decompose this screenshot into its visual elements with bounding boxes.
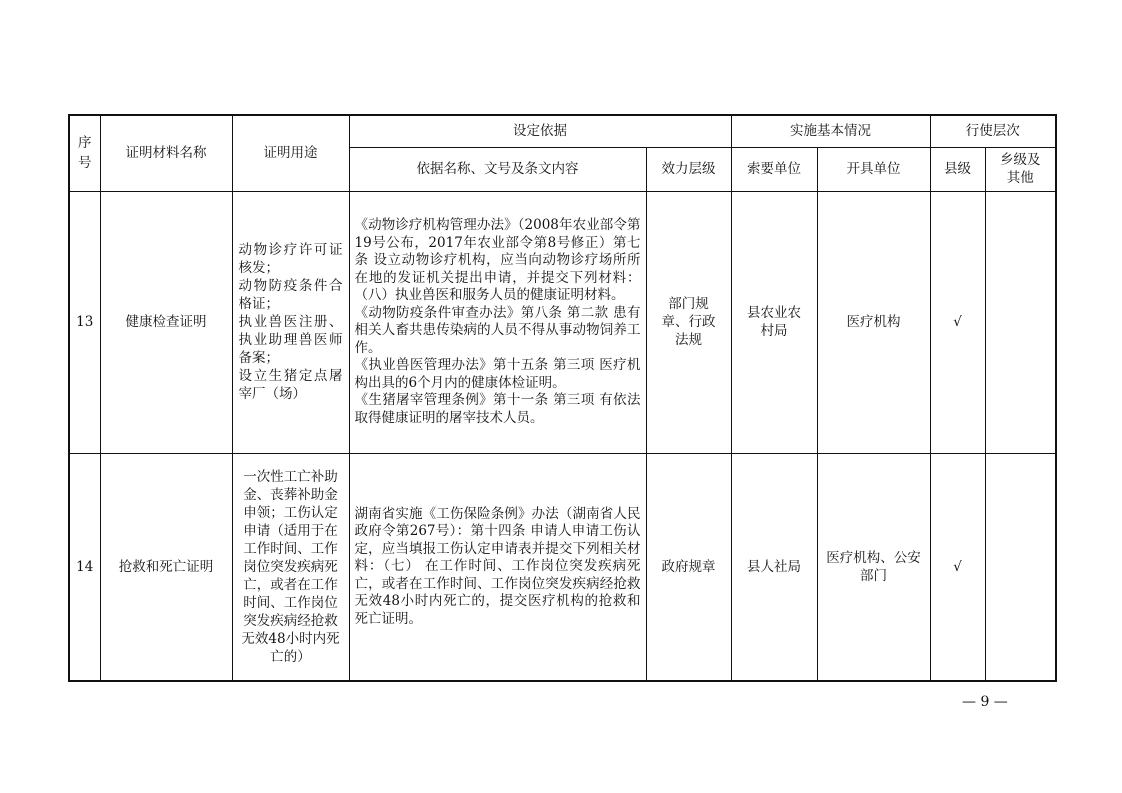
row-basis <box>349 453 646 681</box>
row-requesting-unit: 县人社局 <box>731 453 817 681</box>
row-material-name: 抢救和死亡证明 <box>100 453 232 681</box>
row-effect-level: 部门规章、行政法规 <box>646 191 731 453</box>
purpose-line: 设立生猪定点屠宰厂（场） <box>238 368 343 402</box>
row-county-check: √ <box>930 191 985 453</box>
header-seq: 序号 <box>69 115 100 191</box>
row-seq: 13 <box>69 191 100 453</box>
row-seq: 14 <box>69 453 100 681</box>
table-row <box>69 453 1056 681</box>
header-level-group: 行使层次 <box>930 115 1056 147</box>
basis-paragraph: 《动物诊疗机构管理办法》（2008年农业部令第19号公布，2017年农业部令第8号修正）第七条 设立动物诊疗机构，应当向动物诊疗场所所在地的发证机关提出申请，并提交下列材料：（八）执业兽医和服务人员的健康证明材料。 <box>354 217 641 303</box>
purpose-line: 一次性工亡补助金、丧葬补助金申领；工伤认定申请（适用于在工作时间、工作岗位突发疾病死亡，或者在工作时间、工作岗位突发疾病经抢救无效48小时内死亡的） <box>241 468 340 665</box>
header-effect-level: 效力层级 <box>646 147 731 191</box>
header-row-1 <box>69 115 1056 147</box>
row-township <box>985 191 1056 453</box>
header-basis-text: 依据名称、文号及条文内容 <box>349 147 646 191</box>
row-township <box>985 453 1056 681</box>
header-purpose: 证明用途 <box>232 115 349 191</box>
table-row <box>69 191 1056 453</box>
row-basis <box>349 191 646 453</box>
basis-paragraph: 《执业兽医管理办法》第十五条 第三项 医疗机构出具的6个月内的健康体检证明。 <box>354 357 641 391</box>
header-issuing-unit: 开具单位 <box>817 147 930 191</box>
purpose-line: 动物防疫条件合格证； <box>238 278 343 312</box>
header-requesting-unit: 索要单位 <box>731 147 817 191</box>
row-material-name: 健康检查证明 <box>100 191 232 453</box>
purpose-line: 执业兽医注册、执业助理兽医师备案； <box>238 314 343 366</box>
row-purpose <box>232 191 349 453</box>
certification-materials-table <box>68 114 1057 682</box>
row-requesting-unit: 县农业农村局 <box>731 191 817 453</box>
header-township: 乡级及其他 <box>985 147 1056 191</box>
row-issuing-unit: 医疗机构、公安部门 <box>817 453 930 681</box>
basis-paragraph: 《生猪屠宰管理条例》第十一条 第三项 有依法取得健康证明的屠宰技术人员。 <box>354 392 641 426</box>
row-effect-level: 政府规章 <box>646 453 731 681</box>
purpose-line: 动物诊疗许可证核发； <box>238 242 343 276</box>
header-county: 县级 <box>930 147 985 191</box>
page-number: — 9 — <box>962 694 1008 710</box>
header-impl-group: 实施基本情况 <box>731 115 930 147</box>
row-purpose <box>232 453 349 681</box>
basis-paragraph: 湖南省实施《工伤保险条例》办法（湖南省人民政府令第267号）：第十四条 申请人申请工伤认定，应当填报工伤认定申请表并提交下列相关材料：（七） 在工作时间、工作岗位突发疾病死亡，或者在工作时间、工作岗位突发疾病经抢救无效48小时内死亡的，提交医疗机构的抢救和死亡证明。 <box>354 505 641 627</box>
header-material-name: 证明材料名称 <box>100 115 232 191</box>
basis-paragraph: 《动物防疫条件审查办法》第八条 第二款 患有相关人畜共患传染病的人员不得从事动物饲养工作。 <box>354 304 641 356</box>
row-issuing-unit: 医疗机构 <box>817 191 930 453</box>
row-county-check: √ <box>930 453 985 681</box>
header-basis-group: 设定依据 <box>349 115 731 147</box>
